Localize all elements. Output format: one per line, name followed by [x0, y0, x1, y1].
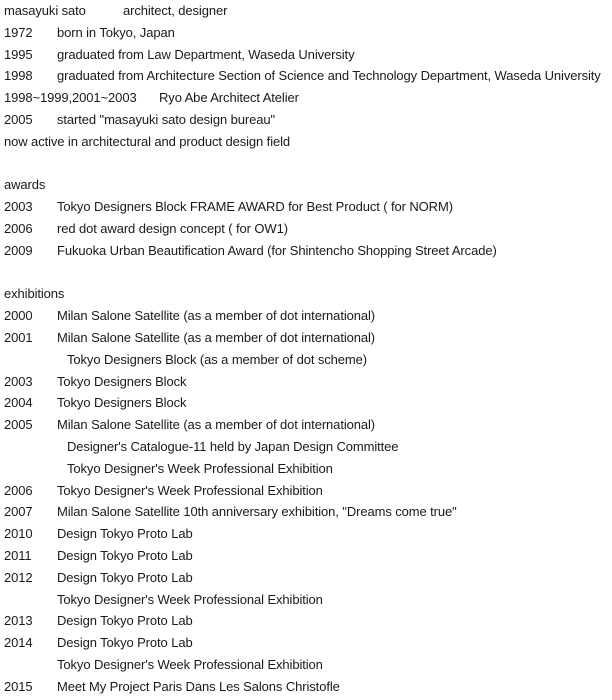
- award-row: [4, 218, 608, 240]
- exhibition-year: 2014: [4, 635, 33, 651]
- exhibition-text: Milan Salone Satellite (as a member of dot international): [57, 308, 376, 324]
- exhibition-row: [4, 523, 608, 545]
- exhibition-text: Design Tokyo Proto Lab: [57, 526, 193, 542]
- bio-row: [4, 87, 608, 109]
- exhibition-year: 2004: [4, 395, 33, 411]
- exhibition-text: Milan Salone Satellite 10th anniversary exhibition, "Dreams come true": [57, 504, 457, 520]
- exhibition-year: 2012: [4, 569, 33, 585]
- exhibition-text: Tokyo Designers Block: [57, 373, 187, 389]
- bio-text: born in Tokyo, Japan: [57, 24, 175, 40]
- exhibitions-heading-line: [4, 283, 608, 305]
- exhibition-row: [4, 567, 608, 589]
- exhibition-row: [4, 610, 608, 632]
- bio-year: 1998~1999,2001~2003: [4, 90, 137, 106]
- bio-text: Ryo Abe Architect Atelier: [159, 90, 299, 106]
- exhibition-row: [4, 392, 608, 414]
- exhibitions-heading: exhibitions: [4, 286, 65, 302]
- exhibition-text: Milan Salone Satellite (as a member of dot international): [57, 329, 376, 345]
- exhibition-list: [4, 305, 608, 697]
- award-row: [4, 240, 608, 262]
- exhibition-text: Design Tokyo Proto Lab: [57, 569, 193, 585]
- bio-note-text: now active in architectural and product design field: [4, 133, 291, 149]
- exhibition-text: Tokyo Designers Block: [57, 395, 187, 411]
- bio-row: [4, 65, 608, 87]
- exhibition-text: Tokyo Designer's Week Professional Exhibition: [57, 656, 323, 672]
- award-year: 2006: [4, 220, 33, 236]
- awards-heading-line: [4, 174, 608, 196]
- exhibition-row: [4, 632, 608, 654]
- section-spacer: [4, 262, 608, 284]
- exhibition-year: 2007: [4, 504, 33, 520]
- exhibition-row: [4, 676, 608, 698]
- award-row: [4, 196, 608, 218]
- exhibition-row: [4, 305, 608, 327]
- bio-text: graduated from Architecture Section of Science and Technology Department, Waseda University: [57, 68, 601, 84]
- award-text: Fukuoka Urban Beautification Award (for Shintencho Shopping Street Arcade): [57, 242, 497, 258]
- award-text: Tokyo Designers Block FRAME AWARD for Best Product ( for NORM): [57, 199, 453, 215]
- exhibition-year: 2001: [4, 329, 33, 345]
- section-spacer: [4, 153, 608, 175]
- profile-document: [4, 0, 608, 698]
- award-year: 2009: [4, 242, 33, 258]
- bio-year: 1995: [4, 46, 33, 62]
- exhibition-year: 2010: [4, 526, 33, 542]
- exhibition-row: [4, 371, 608, 393]
- bio-text: started "masayuki sato design bureau": [57, 111, 275, 127]
- exhibition-text: Tokyo Designer's Week Professional Exhibition: [57, 482, 323, 498]
- exhibition-year: 2005: [4, 417, 33, 433]
- exhibition-year: 2003: [4, 373, 33, 389]
- bio-row: [4, 22, 608, 44]
- award-text: red dot award design concept ( for OW1): [57, 220, 288, 236]
- exhibition-text: Design Tokyo Proto Lab: [57, 635, 193, 651]
- exhibition-row: [4, 458, 608, 480]
- exhibition-row: [4, 349, 608, 371]
- header-line: [4, 0, 608, 22]
- person-role: architect, designer: [123, 3, 228, 18]
- exhibition-year: 2013: [4, 613, 33, 629]
- awards-heading: awards: [4, 177, 46, 193]
- exhibition-year: 2015: [4, 678, 33, 694]
- exhibition-year: 2006: [4, 482, 33, 498]
- exhibition-text: Meet My Project Paris Dans Les Salons Christofle: [57, 678, 340, 694]
- bio-text: graduated from Law Department, Waseda University: [57, 46, 355, 62]
- exhibition-row: [4, 436, 608, 458]
- bio-year: 1998: [4, 68, 33, 84]
- bio-note: [4, 131, 608, 153]
- bio-year: 1972: [4, 24, 33, 40]
- exhibition-row: [4, 501, 608, 523]
- bio-row: [4, 44, 608, 66]
- exhibition-row: [4, 327, 608, 349]
- exhibition-year: 2011: [4, 547, 32, 563]
- exhibition-row: [4, 414, 608, 436]
- exhibition-text: Design Tokyo Proto Lab: [57, 613, 193, 629]
- exhibition-text: Designer's Catalogue-11 held by Japan Design Committee: [67, 438, 399, 454]
- exhibition-text: Tokyo Designers Block (as a member of dot scheme): [67, 351, 367, 367]
- award-year: 2003: [4, 199, 33, 215]
- exhibition-text: Milan Salone Satellite (as a member of dot international): [57, 417, 376, 433]
- exhibition-year: 2000: [4, 308, 33, 324]
- bio-year: 2005: [4, 111, 33, 127]
- exhibition-row: [4, 545, 608, 567]
- person-name: masayuki sato: [4, 3, 86, 18]
- exhibition-row: [4, 654, 608, 676]
- exhibition-text: Tokyo Designer's Week Professional Exhibition: [67, 460, 333, 476]
- exhibition-text: Tokyo Designer's Week Professional Exhibition: [57, 591, 323, 607]
- exhibition-text: Design Tokyo Proto Lab: [57, 547, 193, 563]
- exhibition-row: [4, 589, 608, 611]
- exhibition-row: [4, 480, 608, 502]
- bio-row: [4, 109, 608, 131]
